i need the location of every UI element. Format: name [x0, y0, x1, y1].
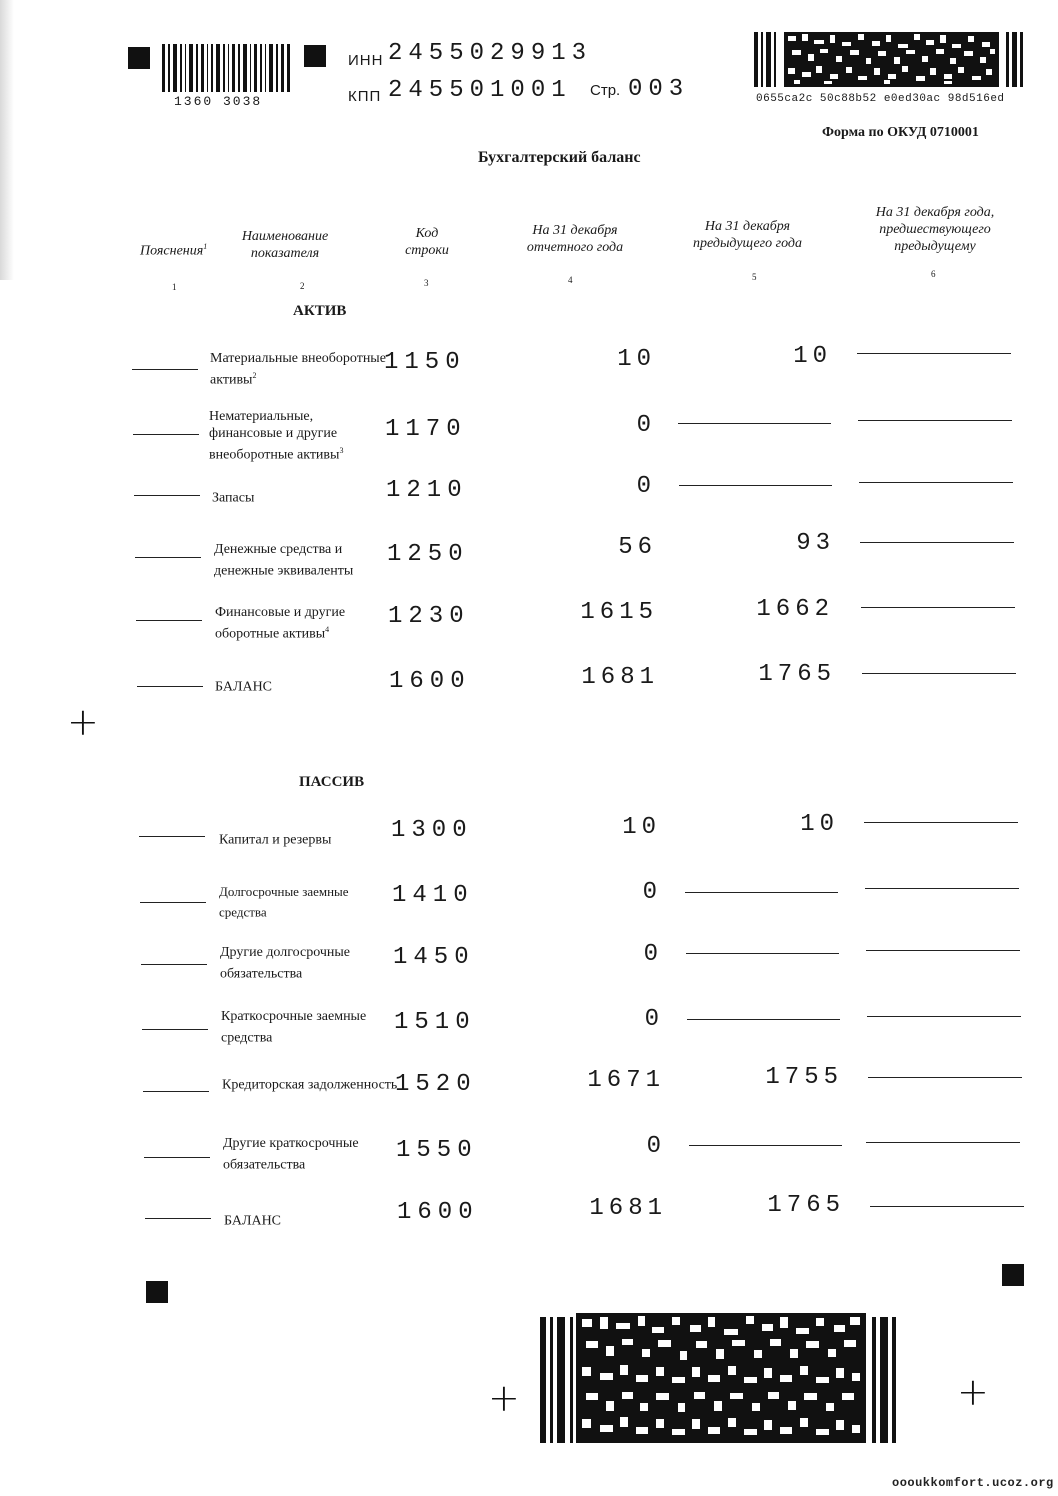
row-name: Финансовые и другие оборотные активы$^4$: [215, 605, 346, 642]
empty-value-line: [864, 822, 1018, 823]
hash-code: 0655ca2c 50c88b52 e0ed30ac 98d516ed: [756, 93, 1005, 105]
2d-barcode-bottom: [540, 1313, 900, 1443]
empty-value-line: [686, 953, 839, 954]
col-number-5: 5: [752, 272, 757, 282]
empty-value-line: [866, 1142, 1020, 1143]
liabilities-section-title: ПАССИВ: [299, 774, 365, 790]
row-code: 1230: [388, 603, 470, 630]
crosshair-mark-bottom-right: +: [957, 1370, 989, 1414]
value-current: 1681: [581, 664, 659, 691]
page-label: Стр.: [590, 82, 621, 99]
empty-value-line: [865, 888, 1019, 889]
row-name: Материальные внеоборотные активы$^2$: [210, 351, 386, 388]
page-title: Бухгалтерский баланс: [478, 149, 641, 166]
explanation-line: [139, 836, 205, 837]
value-current: 0: [644, 1006, 664, 1033]
row-code: 1150: [384, 349, 466, 376]
value-previous: 93: [796, 530, 835, 557]
linear-barcode: [162, 44, 292, 92]
explanation-line: [136, 620, 202, 621]
empty-value-line: [689, 1145, 842, 1146]
value-current: 0: [636, 412, 656, 439]
explanation-line: [133, 434, 199, 435]
row-code: 1170: [385, 416, 467, 443]
watermark-url: oooukkomfort.ucoz.org: [892, 1476, 1054, 1490]
explanation-line: [141, 964, 207, 965]
value-current: 10: [617, 346, 656, 373]
crosshair-mark-bottom-left: +: [488, 1376, 520, 1420]
empty-value-line: [867, 1016, 1021, 1017]
empty-value-line: [687, 1019, 840, 1020]
explanation-line: [132, 369, 198, 370]
2d-barcode-top: [754, 32, 1024, 87]
value-current: 1681: [589, 1195, 667, 1222]
crosshair-mark-left: +: [67, 700, 99, 744]
row-code: 1450: [393, 944, 475, 971]
empty-value-line: [857, 353, 1011, 354]
explanation-line: [145, 1218, 211, 1219]
empty-value-line: [866, 950, 1020, 951]
value-current: 0: [646, 1133, 666, 1160]
col-header-explanations: Пояснения$^1$: [140, 242, 208, 259]
col-header-code: Код строки: [405, 226, 449, 258]
empty-value-line: [678, 423, 831, 424]
row-name: Нематериальные, финансовые и другие внеоборотные активы$^3$: [209, 409, 344, 463]
form-code: Форма по ОКУД 0710001: [822, 125, 979, 140]
registration-mark-bottom-right: [1002, 1264, 1024, 1286]
row-name: Долгосрочные заемные средства: [219, 884, 349, 920]
value-current: 0: [642, 879, 662, 906]
row-name: БАЛАНС: [215, 679, 273, 695]
registration-mark-top-left: [128, 47, 150, 69]
row-code: 1600: [389, 668, 471, 695]
row-name: Другие долгосрочные обязательства: [220, 945, 350, 982]
value-current: 0: [643, 941, 663, 968]
barcode-number: 1360 3038: [174, 94, 263, 109]
explanation-line: [134, 495, 200, 496]
value-previous: 10: [800, 811, 839, 838]
row-name: Капитал и резервы: [219, 832, 332, 848]
value-current: 56: [618, 534, 657, 561]
col-number-4: 4: [568, 275, 573, 285]
row-name: Запасы: [212, 490, 255, 506]
row-code: 1510: [394, 1009, 476, 1036]
col-header-previous: На 31 декабря предыдущего года: [693, 219, 802, 251]
empty-value-line: [868, 1077, 1022, 1078]
empty-value-line: [685, 892, 838, 893]
kpp-value: 245501001: [388, 77, 572, 104]
value-previous: 1765: [758, 661, 836, 688]
row-name: БАЛАНС: [224, 1213, 282, 1229]
value-previous: 1662: [756, 596, 834, 623]
col-header-before-previous: На 31 декабря года, предшествующего предыдущему: [875, 205, 995, 254]
explanation-line: [143, 1091, 209, 1092]
kpp-label: КПП: [348, 88, 382, 105]
scan-edge-shadow: [0, 0, 14, 280]
col-header-current: На 31 декабря отчетного года: [526, 223, 624, 255]
inn-label: ИНН: [348, 52, 384, 69]
col-number-6: 6: [931, 269, 936, 279]
empty-value-line: [679, 485, 832, 486]
col-number-2: 2: [300, 281, 305, 291]
empty-value-line: [870, 1206, 1024, 1207]
empty-value-line: [862, 673, 1016, 674]
value-current: 10: [622, 814, 661, 841]
col-header-name: Наименование показателя: [241, 229, 329, 261]
empty-value-line: [860, 542, 1014, 543]
explanation-line: [142, 1029, 208, 1030]
row-code: 1210: [386, 477, 468, 504]
empty-value-line: [859, 482, 1013, 483]
row-code: 1550: [396, 1137, 478, 1164]
explanation-line: [140, 902, 206, 903]
value-current: 1615: [580, 599, 658, 626]
value-current: 1671: [587, 1067, 665, 1094]
col-number-1: 1: [172, 282, 177, 292]
value-current: 0: [636, 473, 656, 500]
page-number: 003: [628, 76, 690, 103]
registration-mark-top-center: [304, 45, 326, 67]
row-name: Кредиторская задолженность: [222, 1077, 398, 1093]
inn-value: 2455029913: [388, 40, 593, 67]
value-previous: 1755: [765, 1064, 843, 1091]
assets-section-title: АКТИВ: [293, 303, 347, 319]
row-code: 1520: [395, 1071, 477, 1098]
col-number-3: 3: [424, 278, 429, 288]
row-name: Другие краткосрочные обязательства: [223, 1136, 359, 1173]
empty-value-line: [861, 607, 1015, 608]
explanation-line: [144, 1157, 210, 1158]
row-code: 1250: [387, 541, 469, 568]
explanation-line: [135, 557, 201, 558]
row-code: 1300: [391, 817, 473, 844]
row-name: Краткосрочные заемные средства: [221, 1009, 367, 1046]
registration-mark-bottom-left: [146, 1281, 168, 1303]
value-previous: 10: [793, 343, 832, 370]
empty-value-line: [858, 420, 1012, 421]
row-name: Денежные средства и денежные эквиваленты: [214, 542, 354, 579]
value-previous: 1765: [767, 1192, 845, 1219]
row-code: 1410: [392, 882, 474, 909]
row-code: 1600: [397, 1199, 479, 1226]
explanation-line: [137, 686, 203, 687]
